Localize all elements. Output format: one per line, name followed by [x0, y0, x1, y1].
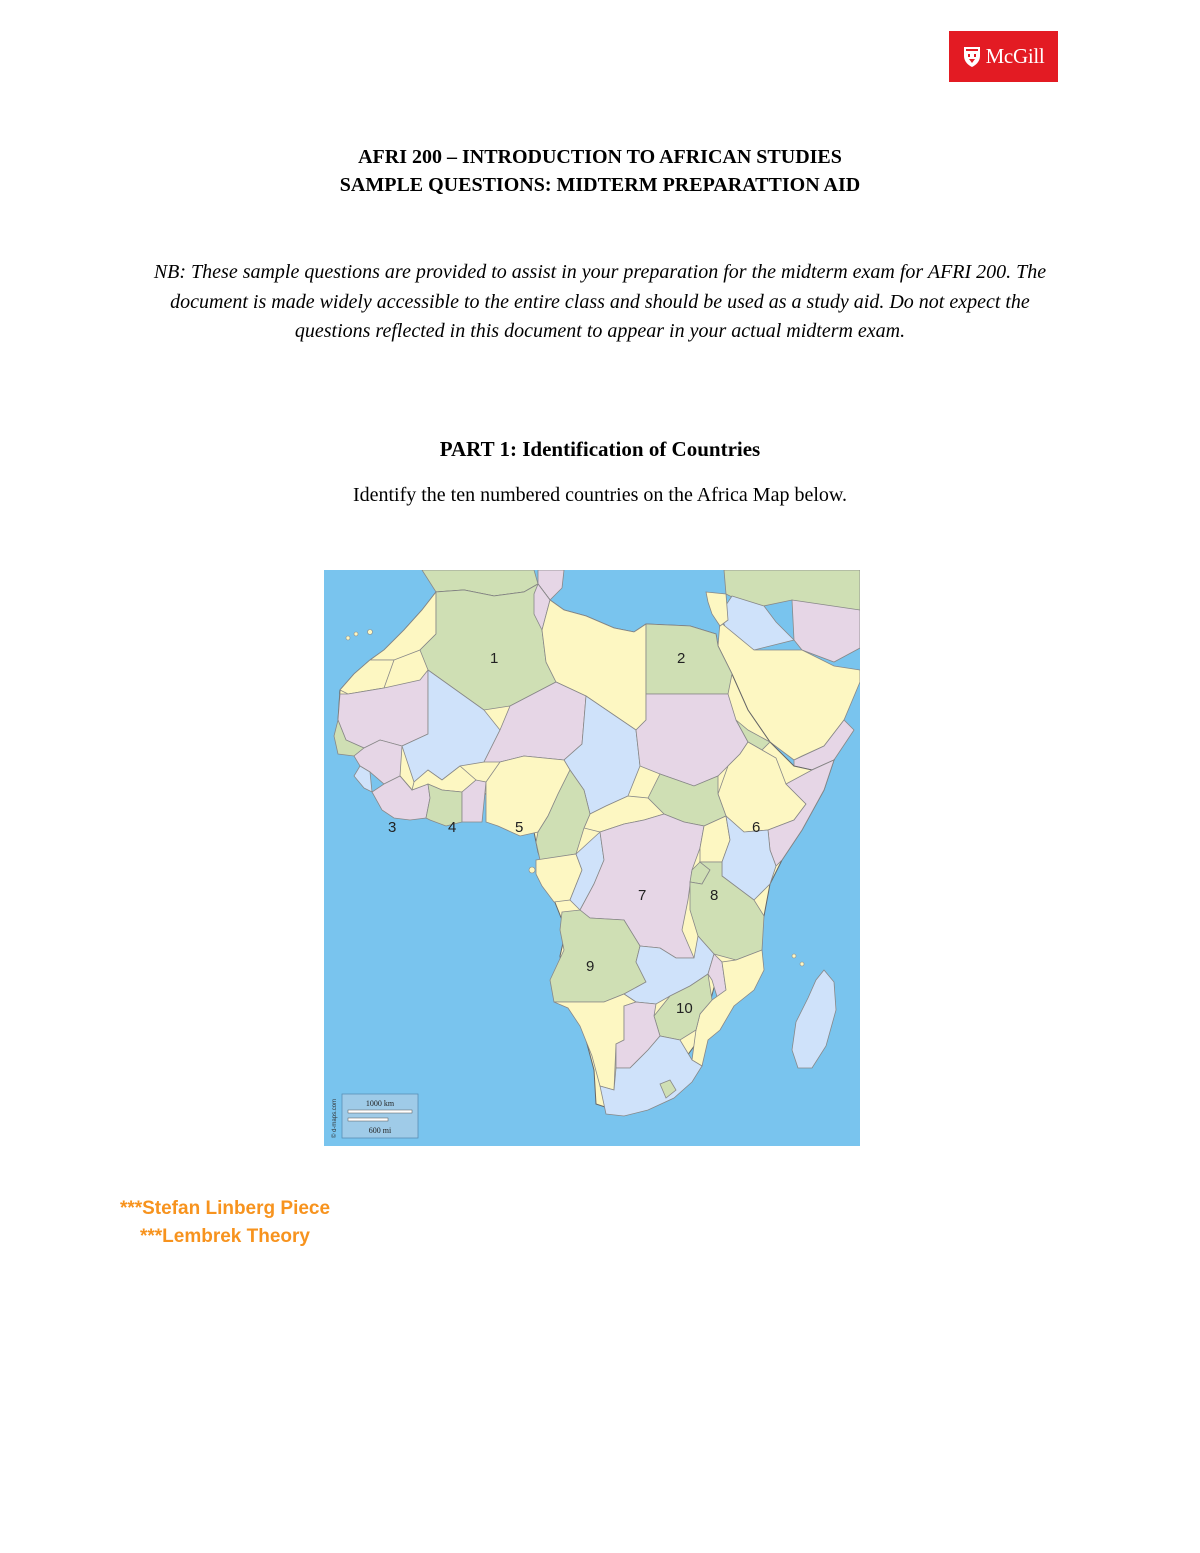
map-label-6: 6	[752, 819, 761, 836]
map-label-9: 9	[586, 958, 595, 975]
africa-map-graphic	[324, 570, 860, 1146]
map-label-3: 3	[388, 819, 397, 836]
map-credit: © d-maps.com	[332, 1098, 338, 1138]
comoros	[800, 962, 804, 966]
document-title	[0, 143, 1200, 199]
scale-mi-bar	[348, 1118, 388, 1121]
sao-tome	[529, 867, 535, 873]
map-label-10: 10	[676, 1000, 693, 1017]
nb-paragraph: NB: These sample questions are provided to assist in your preparation for the midterm exam for AFRI 200. The document is made widely accessible to the entire class and should be used as a study aid. Do not expect the questions reflected in this document to appear in your actual midterm exam.	[153, 261, 1047, 342]
handwritten-notes	[0, 1195, 450, 1251]
comoros	[792, 954, 796, 958]
note-line-1: ***Stefan Linberg Piece	[119, 1198, 331, 1219]
map-label-8: 8	[710, 887, 719, 904]
scale-km-label: 1000 km	[365, 1099, 395, 1108]
canary-islands	[368, 630, 373, 635]
canary-islands	[346, 636, 350, 640]
scale-mi-label: 600 mi	[368, 1126, 392, 1135]
mcgill-logo	[949, 31, 1058, 82]
title-line-1: AFRI 200 – INTRODUCTION TO AFRICAN STUDIES	[358, 146, 842, 168]
scale-km-bar	[348, 1110, 412, 1113]
map-label-4: 4	[448, 819, 457, 836]
map-label-5: 5	[515, 819, 524, 836]
note-line-2: ***Lembrek Theory	[139, 1226, 310, 1247]
title-line-2: SAMPLE QUESTIONS: MIDTERM PREPARATTION AID	[339, 174, 861, 196]
part1-heading: PART 1: Identification of Countries	[439, 437, 761, 461]
canary-islands	[354, 632, 358, 636]
map-label-2: 2	[677, 650, 686, 667]
part1-instruction: Identify the ten numbered countries on the Africa Map below.	[352, 484, 848, 506]
map-label-7: 7	[638, 887, 647, 904]
map-scale-bar	[342, 1094, 418, 1138]
logo-text: McGill	[985, 44, 1045, 68]
africa-map	[324, 570, 860, 1146]
crest-icon	[963, 46, 981, 68]
map-label-1: 1	[490, 650, 499, 667]
